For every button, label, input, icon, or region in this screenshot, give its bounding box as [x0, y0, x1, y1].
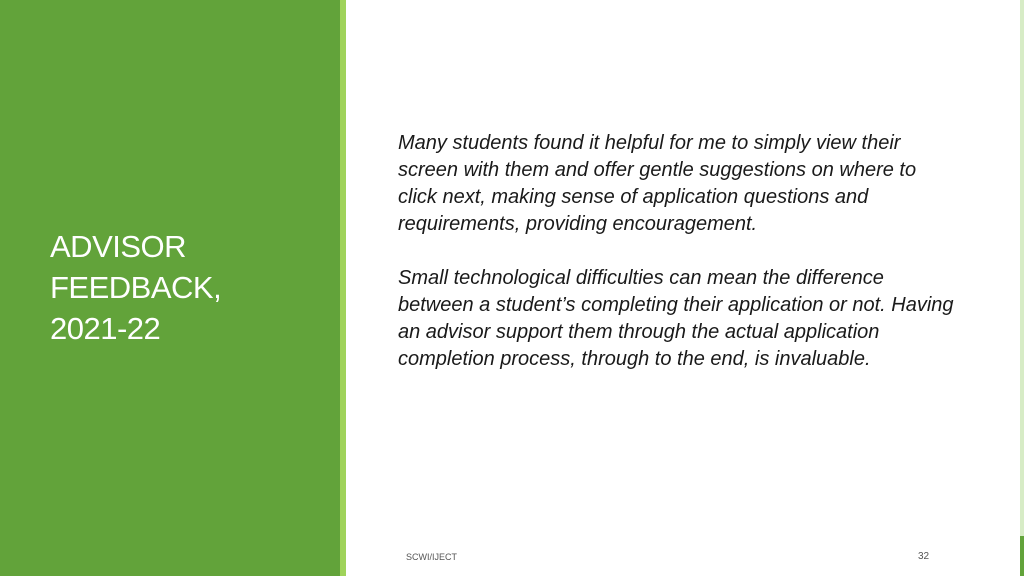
title-panel	[0, 0, 340, 576]
title-line-3: 2021-22	[50, 311, 161, 346]
title-line-1: ADVISOR	[50, 229, 187, 264]
page-number: 32	[918, 551, 930, 562]
right-edge-bar	[1020, 0, 1024, 576]
title-line-2: FEEDBACK,	[50, 270, 222, 305]
slide-title	[50, 226, 310, 349]
footer-text: SCWI/IJECT	[406, 552, 457, 562]
paragraph-1: Many students found it helpful for me to simply view their screen with them and offer gentle suggestions on where to click next, making sense of application questions and requirements, providing encouragement.	[398, 132, 917, 235]
body-text	[398, 130, 958, 400]
paragraph-2: Small technological difficulties can mean the difference between a student’s completing their application or not. Having an advisor support them through the actual application completion process, through to the end, is invaluable.	[398, 267, 954, 370]
right-edge-accent	[1020, 536, 1024, 576]
accent-stripe	[340, 0, 346, 576]
